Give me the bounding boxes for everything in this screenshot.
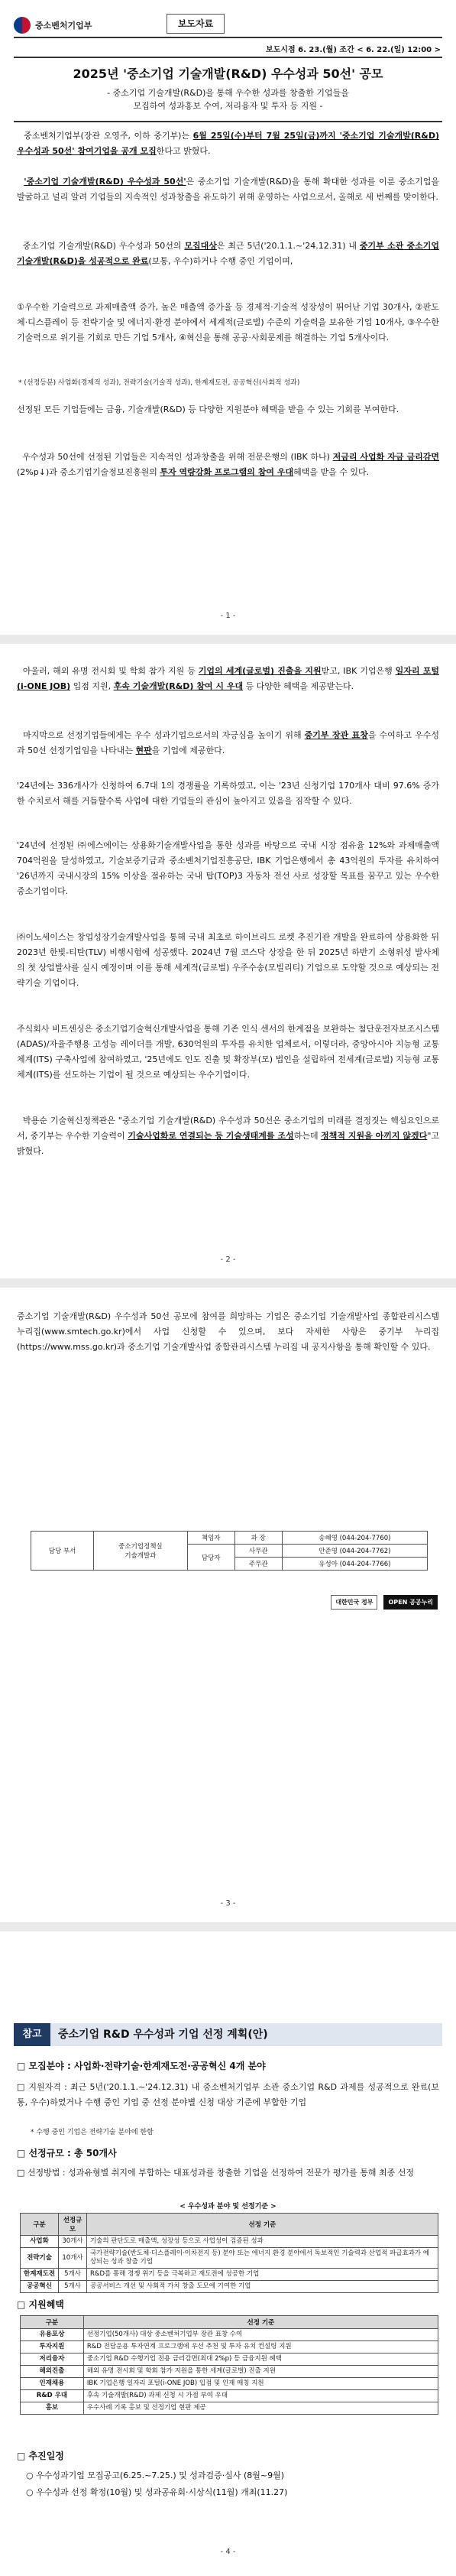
paragraph-case-3: 주식회사 비트센싱은 중소기업기술혁신개발사업을 통해 기존 인식 센서의 한계점을 보완하는 첨단운전자보조시스템(ADAS)/자율주행용 고성능 레이더를 개발, 630억원의 투자를 유치한 업체로서, 이렇더라, 중앙아시아 지능형 교통체계(ITS) 구축사업에 참여하였고, '25년에도 인도 진출 및 확장부(모) 법인을 설립하여 전세계(글로벌) 지능형 교통체계(ITS)를 선도하는 기업이 될 것으로 예상되는 우수기업이다.: [17, 1024, 439, 1080]
table-cell: 30개사: [59, 2236, 87, 2248]
contact-position: 사무관: [234, 1545, 282, 1558]
table-cell: R&D 전담운용 투자연계 프로그램에 우선 추천 및 투자 유치 컨설팅 지원: [83, 2341, 438, 2353]
government-badge: 대한민국 정부: [331, 1595, 377, 1610]
dept-line-2: 기술개발과: [125, 1552, 157, 1560]
table-cell: 선정기업(50개사) 대상 중소벤처기업부 장관 표창 수여: [83, 2329, 438, 2341]
contact-dept: [94, 1532, 188, 1571]
table-header-cell: 선정 기준: [86, 2214, 438, 2236]
table-cell: 홍보: [21, 2402, 84, 2415]
page-number: - 2 -: [220, 1256, 236, 1264]
table-row: [21, 2390, 438, 2402]
paragraph-global: [17, 664, 439, 694]
press-release-tag: 보도자료: [167, 14, 225, 34]
page-number: - 3 -: [220, 1899, 236, 1908]
table-cell: 후속 기술개발(R&D) 과제 신청 시 가점 부여 우대: [83, 2390, 438, 2402]
criteria-table: [20, 2213, 438, 2293]
table-cell: 국가전략기술(반도체·디스플레이·이차전지 등) 분야 또는 에너지 환경 분야에서 독보적인 기술력과 산업적 파급효과가 예상되는 성과 창출 기업: [86, 2248, 438, 2269]
page-separator: [0, 1922, 456, 1931]
contact-person: 안준영 (044-204-7762): [282, 1545, 427, 1558]
table-row: [21, 2236, 438, 2248]
text-emphasis: 현판: [135, 746, 152, 755]
table-cell: R&D를 통해 경쟁 위기 등을 극복하고 재도전에 성공한 기업: [86, 2269, 438, 2281]
text: (보통, 우수)하거나 수행 중인 기업이며,: [148, 256, 293, 266]
page-number: - 4 -: [220, 2548, 236, 2556]
contact-table: [31, 1531, 428, 1571]
text-emphasis: 모집대상: [184, 241, 217, 251]
table-1-caption: < 우수성과 분야 및 선정기준 >: [179, 2203, 277, 2211]
page-title: 2025년 '중소기업 기술개발(R&D) 우수성과 50선' 공모: [73, 67, 383, 81]
table-row: [21, 2353, 438, 2366]
section-benefits: □ 지원혜택: [17, 2299, 64, 2310]
paragraph-benefits: 선정된 모든 기업들에는 금융, 기술개발(R&D) 등 다양한 지원분야 혜택을 받을 수 있는 기회를 부여한다.: [17, 404, 399, 414]
table-header-cell: 구분: [21, 2316, 84, 2329]
press-header: [14, 14, 442, 40]
text-emphasis: 중기부 소관 중소기업 기술개발(R&D)을 성공적으로 완료: [17, 241, 439, 266]
text: 을 수여하고 우수성과 50선 선정기업임을 나타내는: [17, 730, 439, 755]
table-cell: 투자지원: [21, 2341, 84, 2353]
section-schedule: □ 추진일정: [17, 2451, 64, 2461]
paragraph-finance: [17, 450, 439, 480]
table-row: [21, 2402, 438, 2415]
benefits-table: [20, 2315, 438, 2415]
table-row: [21, 2269, 438, 2281]
contact-label: 담당 부서: [31, 1532, 94, 1571]
schedule-item-2: ○ 우수성과 선정 확정(10월) 및 성과공유회·시상식(11월) 개최(11.27): [26, 2487, 288, 2497]
text: 박용순 기술혁신정책관은 "중소기업 기술개발(R&D) 우수성과 50선은 중소기업의 미래를 결정짓는 핵심요인으로서, 중기부는 우수한 기술력이: [17, 1116, 440, 1141]
footer-badges: [331, 1595, 438, 1610]
table-cell: 10개사: [59, 2248, 87, 2269]
contact-role: 담당자: [187, 1545, 234, 1571]
text: 하는데: [293, 1131, 322, 1141]
table-cell: 5개사: [59, 2269, 87, 2281]
page-separator: [0, 1278, 456, 1288]
text-emphasis: 기업의 세계(글로벌) 진출을 지원: [198, 666, 322, 676]
text-emphasis: 투자 역량강화 프로그램의 참여 우대: [160, 467, 294, 477]
paragraph-eligibility: [17, 239, 439, 269]
table-cell: 해외진출: [21, 2366, 84, 2378]
table-cell: 중소기업 R&D 수행기업 전용 금리감면(최대 2%p) 등 금융지원 혜택: [83, 2353, 438, 2366]
taegeuk-icon: [14, 17, 31, 34]
paragraph-award: [17, 728, 439, 759]
text: 중소벤처기업부(장관 오영주, 이하 중기부)는: [24, 131, 193, 141]
subtitle-line-2: 모집하여 성과홍보 수여, 저리융자 및 투자 등 지원 -: [133, 101, 323, 111]
paragraph-case-2: ㈜이노세이스는 창업성장기술개발사업을 통해 국내 최초로 하이브리드 로켓 추진기관 개발을 완료하여 상용화한 뒤 2023년 한빛-티탄(TLV) 비행시험에 성공했다. 2024년 7월 코스닥 상장을 한 뒤 2025년 하반기 소형위성 발사체의 첫 상업발사를 실시 예정이며 이를 통해 세계적(글로벌) 우주수송(모빌리티) 기업으로 도약할 것으로 예상되는 전략기술 기업이다.: [17, 932, 439, 988]
text-emphasis: 정책적 지원을 아끼지 않겠다: [321, 1131, 428, 1141]
text: 은 최근 5년('20.1.1.~'24.12.31) 내: [216, 241, 360, 251]
subtitle-line-1: - 중소기업 기술개발(R&D)을 통해 우수한 성과를 창출한 기업들을: [107, 88, 349, 98]
contact-role: 책임자: [187, 1532, 234, 1545]
paragraph-apply: 중소기업 기술개발(R&D) 우수성과 50선 공모에 참여를 희망하는 기업은 중소기업 기술개발사업 종합관리시스템 누리집(www.smtech.go.kr)에서 사업 신청할 수 있으며, 보다 자세한 사항은 중기부 누리집(https://www.mss.go.kr)과 중소기업 기술개발사업 종합관리시스템 누리집 내 공지사항을 통해 확인할 수 있다.: [17, 1311, 439, 1352]
text-emphasis: 중기부 장관 표창: [304, 730, 368, 740]
text: 마지막으로 선정기업들에게는 우수 성과기업으로서의 자긍심을 높이기 위해: [23, 730, 305, 740]
table-cell: 유용포상: [21, 2329, 84, 2341]
table-row: [21, 2281, 438, 2293]
table-cell: 한계재도전: [21, 2269, 59, 2281]
paragraph-quote: [17, 1113, 439, 1159]
open-license-badge: OPEN 공공누리: [383, 1595, 438, 1610]
text: 입점 지원,: [70, 681, 114, 691]
section-method: □ 선정방법 : 성과유형별 취지에 부합하는 대표성과를 창출한 기업을 선정하여 전문가 평가를 통해 최종 선정: [17, 2168, 414, 2178]
table-row: [21, 2329, 438, 2341]
table-cell: 기술의 판단도로 매출액, 성장성 등으로 사업성이 검증된 성과: [86, 2236, 438, 2248]
reference-tag: 참고: [14, 2023, 50, 2046]
text-emphasis: 6월 25일(수)부터 7월 25일(금)까지 '중소기업 기술개발(R&D) 우수성과 50선' 참여기업을 공개 모집: [17, 131, 439, 156]
text: 을 기업에 제공한다.: [151, 746, 225, 755]
section-scale: □ 선정규모 : 총 50개사: [17, 2148, 117, 2159]
text: 혜택을 받을 수 있다.: [293, 467, 370, 477]
text: "고 밝혔다.: [17, 1131, 439, 1156]
text: 은 중소기업 기술개발(R&D)을 통해 확대한 성과를 이룬 중소기업을 발굴하고 널리 알려 기업들의 지속적인 성과창출을 유도하기 위해 운영하는 사업으로서, 올해로 세 번째를 맞이한다.: [17, 177, 439, 202]
text: (2%p↓)과 중소기업기술정보진흥원의: [17, 467, 160, 477]
paragraph-statistics: '24년에는 336개사가 신청하여 6.7대 1의 경쟁률을 기록하였고, 이는 '23년 신청기업 170개사 대비 97.6% 증가한 수치로서 해를 거듭할수록 사업에 대한 기업들의 관심이 높아지고 있음을 짐작할 수 있다.: [17, 781, 439, 806]
table-header-cell: 선정 기준: [83, 2316, 438, 2329]
reference-title: 중소기업 R&D 우수성과 기업 선정 계획(안): [58, 2029, 268, 2041]
page-2: [0, 644, 456, 1278]
contact-person: 유성아 (044-204-7766): [282, 1558, 427, 1571]
table-header-cell: 선정규모: [59, 2214, 87, 2236]
eligibility-note: * 수행 중인 기업은 전략기술 분야에 한함: [31, 2129, 154, 2136]
reference-header: [14, 2023, 442, 2046]
table-cell: R&D 우대: [21, 2390, 84, 2402]
dept-line-1: 중소기업정책실: [118, 1543, 163, 1551]
text-emphasis: 기술사업화로 연결되는 등 기술생태계를 조성: [128, 1131, 294, 1141]
page-number: - 1 -: [220, 612, 236, 620]
paragraph-case-1: '24년에 선정된 ㈜에스에이는 상용화기술개발사업을 통한 성과를 바탕으로 국내 시장 점유율 12%와 과제매출액 704억원을 달성하였고, 기술보증기금과 중소벤처기업진흥공단, IBK 기업은행에서 총 43억원의 투자를 유치하여 '26년까지 국내시장의 15% 이상을 점유하는 국내 탑(TOP)3 자동차 전선 사로 성장할 목표를 꿈꾸고 있는 우수한 중소기업이다.: [17, 840, 439, 896]
category-note: * (선정등분) 사업화(경제적 성과), 전략기술(기술적 성과), 한계재도전, 공공혁신(사회적 성과): [18, 379, 300, 387]
text: 한다고 밝혔다.: [156, 146, 211, 156]
contact-position: 과 장: [234, 1532, 282, 1545]
paragraph-categories: ①우수한 기술력으로 과제매출액 증가, 높은 매출액 증가율 등 경제적·기술적 성장성이 뛰어난 기업 30개사, ②판도체·디스플레이 등 전략기술 및 에너지·환경 분야에서 세계적(글로벌) 수준의 기술력을 보유한 기업 10개사, ③우수한 기술력으로 위기를 기회로 만든 기업 5개사, ④혁신을 통해 공공·사회문제를 해결하는 기업 5개사이다.: [17, 302, 439, 343]
table-cell: 전략기술: [21, 2248, 59, 2269]
table-row: [21, 2378, 438, 2390]
text-emphasis: 후속 기술개발(R&D) 참여 시 우대: [113, 681, 244, 691]
table-row: [21, 2341, 438, 2353]
page-separator: [0, 635, 456, 644]
text: 받고, IBK 기업은행: [321, 666, 396, 676]
text-emphasis: 일자리 포털(i-ONE JOB): [17, 666, 440, 691]
text: 우수성과 50선에 선정된 기업들은 지속적인 성과창출을 위해 전문은행의 (IBK 하나): [22, 452, 333, 462]
page-3: [0, 1288, 456, 1922]
text: 아울러, 해외 유명 전시회 및 학회 참가 지원 등: [22, 666, 199, 676]
header-divider: [14, 37, 442, 38]
agency-logo: [14, 17, 92, 34]
table-cell: 해외 유명 전시회 및 학회 참가 지원을 통한 세계(글로벌) 진출 지원: [83, 2366, 438, 2378]
table-cell: 우수사례 기록 홍보 및 선정기업 현판 제공: [83, 2402, 438, 2415]
table-header-cell: 구분: [21, 2214, 59, 2236]
agency-name: 중소벤처기업부: [35, 21, 92, 31]
text-emphasis: 저금리 사업화 자금 금리감면: [332, 452, 439, 462]
paragraph-intro: [17, 128, 439, 159]
page-1: [0, 0, 456, 635]
table-cell: 저리융자: [21, 2353, 84, 2366]
table-cell: 인재채용: [21, 2378, 84, 2390]
table-row: [21, 2366, 438, 2378]
section-fields: □ 모집분야 : 사업화·전략기술·한계재도전·공공혁신 4개 분야: [17, 2061, 266, 2071]
table-cell: 공공혁신: [21, 2281, 59, 2293]
contact-position: 주무관: [234, 1558, 282, 1571]
subtitle: [14, 86, 442, 112]
paragraph-program: [17, 174, 439, 205]
table-row: [21, 2248, 438, 2269]
section-eligibility: □ 지원자격 : 최근 5년('20.1.1.~'24.12.31) 내 중소벤처기업부 소관 중소기업 R&D 과제를 성공적으로 완료(보통, 우수)하였거나 수행 중인 기업 중 선정 분야별 신청 대상 기준에 부합한 기업: [17, 2082, 439, 2107]
text: 등 다양한 혜택을 제공받는다.: [243, 681, 354, 691]
table-cell: IBK 기업은행 일자리 포털(i-ONE JOB) 입점 및 인재 매칭 지원: [83, 2378, 438, 2390]
text: 중소기업 기술개발(R&D) 우수성과 50선의: [22, 241, 185, 251]
table-cell: 사업화: [21, 2236, 59, 2248]
text-emphasis: '중소기업 기술개발(R&D) 우수성과 50선': [24, 177, 186, 187]
contact-person: 송혜영 (044-204-7760): [282, 1532, 427, 1545]
title-box: [14, 57, 442, 122]
embargo-time: 보도시점 6. 23.(월) 조간 < 6. 22.(일) 12:00 >: [266, 46, 441, 54]
schedule-item-1: ○ 우수성과기업 모집공고(6.25.~7.25.) 및 성과검증·심사 (8월~9월): [26, 2470, 285, 2480]
table-cell: 5개사: [59, 2281, 87, 2293]
page-4: [0, 1931, 456, 2576]
table-cell: 공공서비스 개선 및 사회적 가치 창출 도모에 기여한 기업: [86, 2281, 438, 2293]
